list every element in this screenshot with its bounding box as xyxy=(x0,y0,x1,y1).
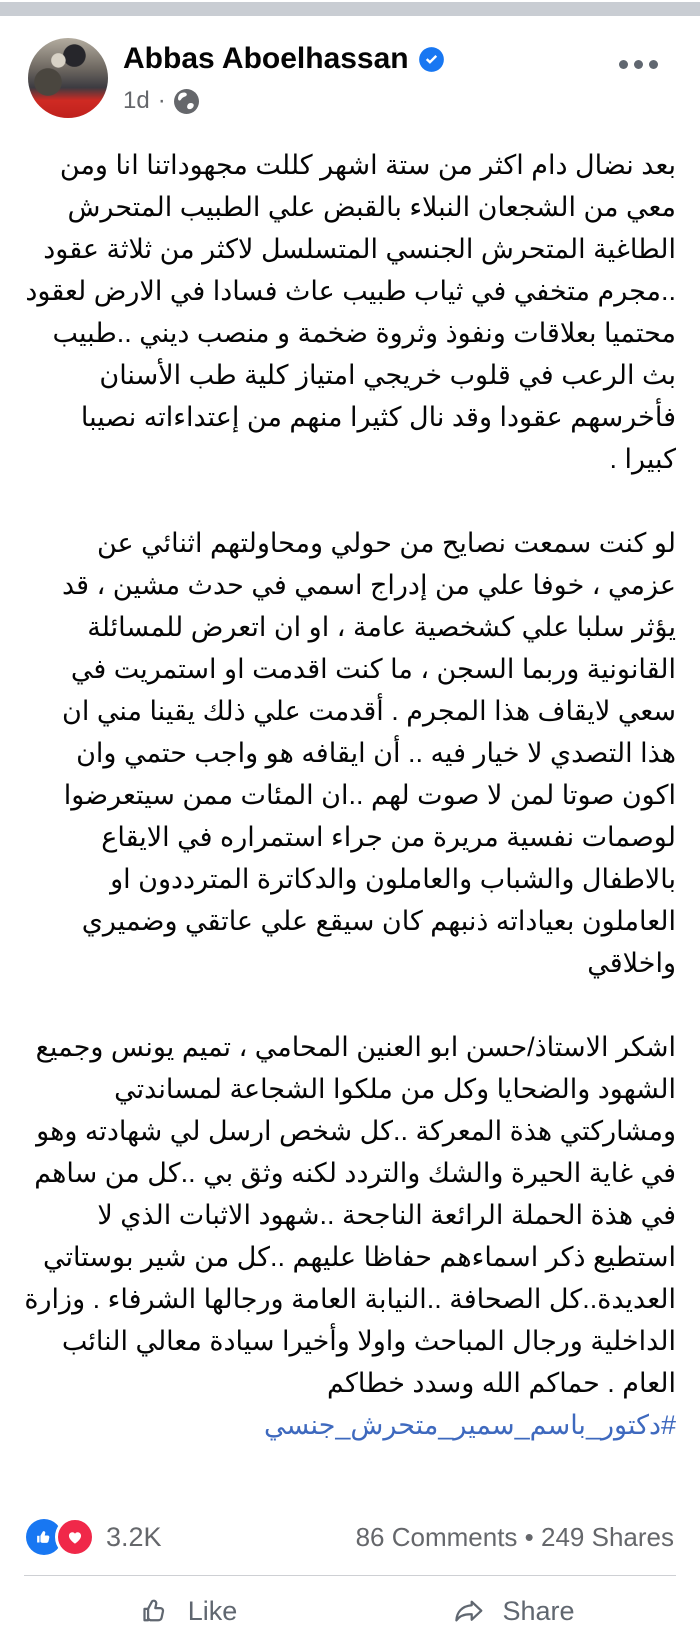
post-paragraph: بعد نضال دام اكثر من ستة اشهر كللت مجهوداتنا انا ومن معي من الشجعان النبلاء بالقبض علي الطبيب المتحرش الطاغية المتحرش الجنسي المتسلسل لاكثر من ثلاثة عقود ..مجرم متخفي في ثياب طبيب عاث فسادا في الارض لعقود محتميا بعلاقات ونفوذ وثروة ضخمة و منصب ديني ..طبيب بث الرعب في قلوب خريجي امتياز كلية طب الأسنان فأخرسهم عقودا وقد نال كثيرا منهم من إعتداءاته نصيبا كبيرا . xyxy=(25,150,676,474)
dot-icon xyxy=(634,60,643,69)
post-paragraph: لو كنت سمعت نصايح من حولي ومحاولتهم اثنائي عن عزمي ، خوفا علي من إدراج اسمي في حدث مشين ، قد يؤثر سلبا علي كشخصية عامة ، او ان اتعرض للمسائلة القانونية وربما السجن ، ما كنت اقدمت او استمريت في سعي لايقاف هذا المجرم . أقدمت علي ذلك يقينا مني ان هذا التصدي لا خيار فيه .. أن ايقافه هو واجب حتمي وان اكون صوتا لمن لا صوت لهم ..ان المئات ممن سيتعرضوا لوصمات نفسية مريرة من جراء استمراره في الايقاع بالاطفال والشباب والعاملون والدكاترة المترددون او العاملون بعياداته ذنبهم كان سيقع علي عاتقي وضميري واخلاقي xyxy=(61,528,676,978)
shares-count[interactable]: 249 Shares xyxy=(541,1521,674,1552)
love-reaction-icon xyxy=(55,1517,95,1557)
reaction-summary[interactable] xyxy=(26,1517,162,1557)
share-button-label: Share xyxy=(502,1595,575,1626)
engagement-bar xyxy=(24,1501,676,1575)
post-header xyxy=(0,16,700,118)
timestamp[interactable]: 1d xyxy=(123,87,150,114)
post-body xyxy=(0,118,700,1501)
comments-count[interactable]: 86 Comments xyxy=(355,1521,518,1552)
globe-icon xyxy=(174,89,199,114)
share-arrow-icon xyxy=(451,1593,487,1629)
count-separator: • xyxy=(524,1521,534,1552)
meta-separator: · xyxy=(157,87,166,114)
post-footer xyxy=(0,1501,700,1646)
post-paragraph: اشكر الاستاذ/حسن ابو العنين المحامي ، تميم يونس وجميع الشهود والضحايا وكل من ملكوا الشجاعة لمساندتي ومشاركتي هذة المعركة ..كل شخص ارسل لي شهادته وهو في غاية الحيرة والشك والتردد لكنه وثق بي ..كل من ساهم في هذة الحملة الرائعة الناجحة ..شهود الاثبات الذي لا استطيع ذكر اسماءهم حفاظا عليهم ..كل من شير بوستاتي العديدة..كل الصحافة ..النيابة العامة ورجالها الشرفاء . وزارة الداخلية ورجال المباحث واولا وأخيرا سيادة معالي النائب العام . حماكم الله وسدد خطاكم xyxy=(24,1032,676,1398)
dot-icon xyxy=(619,60,628,69)
reaction-count: 3.2K xyxy=(106,1521,162,1552)
post-options-button[interactable] xyxy=(613,54,664,75)
name-row xyxy=(123,42,445,76)
profile-name[interactable]: Abbas Aboelhassan xyxy=(123,42,409,75)
post-meta xyxy=(123,87,445,115)
hashtag-link[interactable]: #دكتور_باسم_سمير_متحرش_جنسي xyxy=(263,1410,676,1440)
top-divider-strip xyxy=(0,2,700,16)
like-button[interactable] xyxy=(24,1582,350,1640)
dot-icon xyxy=(649,60,658,69)
verified-badge-icon xyxy=(418,46,445,73)
like-button-label: Like xyxy=(187,1595,238,1626)
like-thumb-icon xyxy=(137,1593,173,1629)
share-button[interactable] xyxy=(350,1582,676,1640)
action-bar xyxy=(24,1576,676,1640)
header-info xyxy=(123,38,445,118)
avatar[interactable] xyxy=(28,38,108,118)
comments-shares-summary[interactable] xyxy=(356,1522,674,1553)
